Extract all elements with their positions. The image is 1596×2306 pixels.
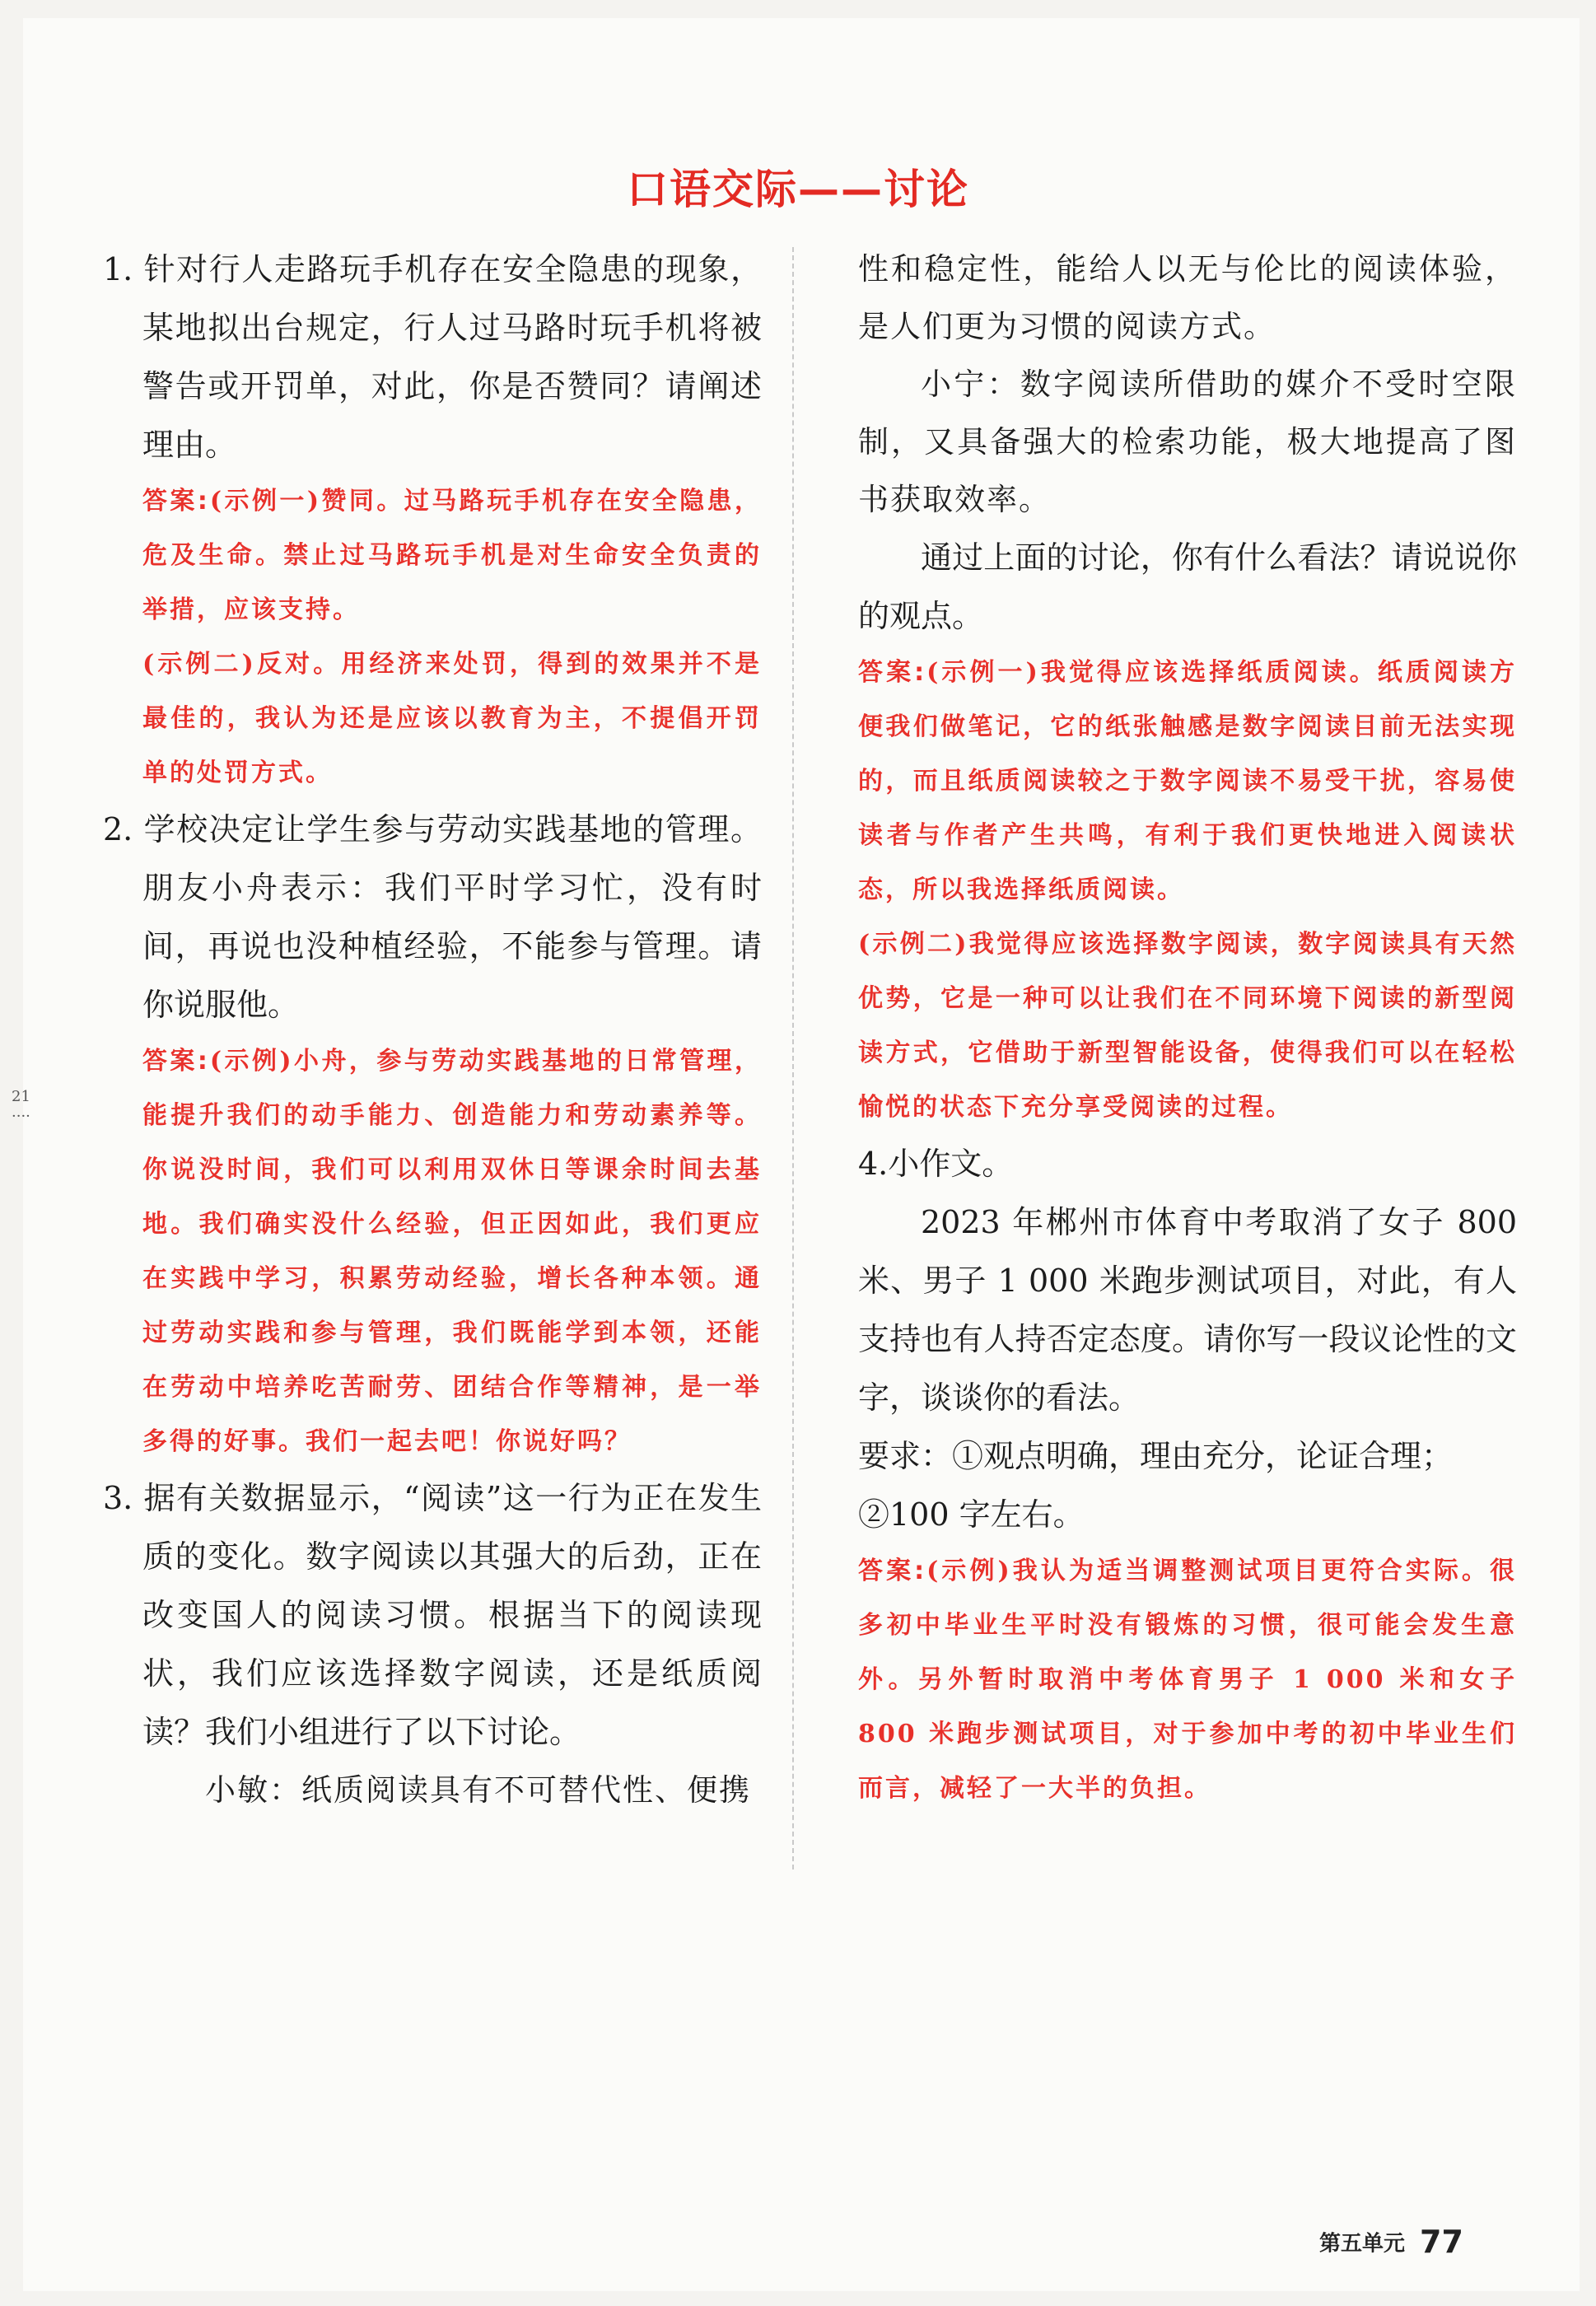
right-column bbox=[858, 240, 1517, 1816]
question-2 bbox=[103, 801, 762, 1469]
requirement-2: ②100 字左右。 bbox=[858, 1496, 1085, 1533]
answer-text: (示例二)我觉得应该选择数字阅读，数字阅读具有天然优势，它是一种可以让我们在不同环境下阅读的新型阅读方式，它借助于新型智能设备，使得我们可以在轻松愉悦的状态下充分享受阅读的过程。 bbox=[858, 930, 1517, 1122]
page-title: 口语交际——讨论 bbox=[627, 166, 969, 213]
question-number: 1. bbox=[103, 251, 133, 287]
question-number: 2. bbox=[103, 811, 133, 847]
requirement-1: 要求：①观点明确，理由充分，论证合理； bbox=[858, 1438, 1454, 1474]
dialog-xiaoning: 小宁：数字阅读所借助的媒介不受时空限制，又具备强大的检索功能，极大地提高了图书获取效率。 bbox=[858, 366, 1517, 517]
column-divider bbox=[792, 247, 794, 1870]
left-column bbox=[103, 240, 762, 1819]
answer-text: (示例一)我觉得应该选择纸质阅读。纸质阅读方便我们做笔记，它的纸张触感是数字阅读目前无法实现的，而且纸质阅读较之于数字阅读不易受干扰，容易使读者与作者产生共鸣，有利于我们更快地进入阅读状态，所以我选择纸质阅读。 bbox=[858, 658, 1517, 904]
question-heading: 小作文。 bbox=[888, 1146, 1014, 1182]
page-footer bbox=[1319, 2224, 1463, 2260]
answer-text: (示例)小舟，参与劳动实践基地的日常管理，能提升我们的动手能力、创造能力和劳动素养等。你说没时间，我们可以利用双休日等课余时间去基地。我们确实没什么经验，但正因如此，我们更应在实践中学习，积累劳动经验，增长各种本领。通过劳动实践和参与管理，我们既能学到本领，还能在劳动中培养吃苦耐劳、团结合作等精神，是一举多得的好事。我们一起去吧！你说好吗？ bbox=[142, 1047, 762, 1456]
answer bbox=[103, 1034, 762, 1469]
question-3-start bbox=[103, 1469, 762, 1819]
answer-text: (示例)我认为适当调整测试项目更符合实际。很多初中毕业生平时没有锻炼的习惯，很可能会发生意外。另外暂时取消中考体育男子 1 000 米和女子 800 米跑步测试项目，对于参加中考的初中毕业生们而言，减轻了一大半的负担。 bbox=[858, 1557, 1517, 1803]
question-text: 据有关数据显示，“阅读”这一行为正在发生质的变化。数字阅读以其强大的后劲，正在改变国人的阅读习惯。根据当下的阅读现状，我们应该选择数字阅读，还是纸质阅读？我们小组进行了以下讨论。 bbox=[142, 1480, 762, 1750]
question-number: 3. bbox=[103, 1480, 133, 1516]
question-1 bbox=[103, 240, 762, 801]
answer bbox=[858, 1544, 1517, 1816]
answer-label: 答案: bbox=[142, 487, 210, 516]
question-text: 针对行人走路玩手机存在安全隐患的现象，某地拟出台规定，行人过马路时玩手机将被警告或开罚单，对此，你是否赞同？请阐述理由。 bbox=[142, 251, 762, 463]
answer-label: 答案: bbox=[858, 658, 927, 687]
question-4 bbox=[858, 1135, 1517, 1816]
answer bbox=[858, 917, 1517, 1135]
unit-label: 第五单元 bbox=[1319, 2231, 1406, 2257]
answer-text: (示例一)赞同。过马路玩手机存在安全隐患，危及生命。禁止过马路玩手机是对生命安全负责的举措，应该支持。 bbox=[142, 487, 762, 624]
question-prompt: 通过上面的讨论，你有什么看法？请说说你的观点。 bbox=[858, 539, 1517, 634]
dialog-xiaomin: 小敏：纸质阅读具有不可替代性、便携 bbox=[205, 1772, 751, 1808]
question-number: 4. bbox=[858, 1146, 889, 1182]
answer bbox=[103, 637, 762, 801]
answer-label: 答案: bbox=[858, 1557, 927, 1585]
page-number: 77 bbox=[1420, 2224, 1463, 2260]
answer bbox=[858, 646, 1517, 917]
question-text: 学校决定让学生参与劳动实践基地的管理。朋友小舟表示：我们平时学习忙，没有时间，再说也没种植经验，不能参与管理。请你说服他。 bbox=[142, 811, 762, 1023]
dialog-xiaomin-cont: 性和稳定性，能给人以无与伦比的阅读体验，是人们更为习惯的阅读方式。 bbox=[858, 251, 1517, 344]
question-text: 2023 年郴州市体育中考取消了女子 800 米、男子 1 000 米跑步测试项目，对此，有人支持也有人持否定态度。请你写一段议论性的文字，谈谈你的看法。 bbox=[858, 1204, 1517, 1416]
answer-label: 答案: bbox=[142, 1047, 210, 1076]
binding-marks: 21 ···· bbox=[12, 1088, 30, 1125]
answer-text: (示例二)反对。用经济来处罚，得到的效果并不是最佳的，我认为还是应该以教育为主，不提倡开罚单的处罚方式。 bbox=[142, 650, 762, 787]
answer bbox=[103, 474, 762, 637]
